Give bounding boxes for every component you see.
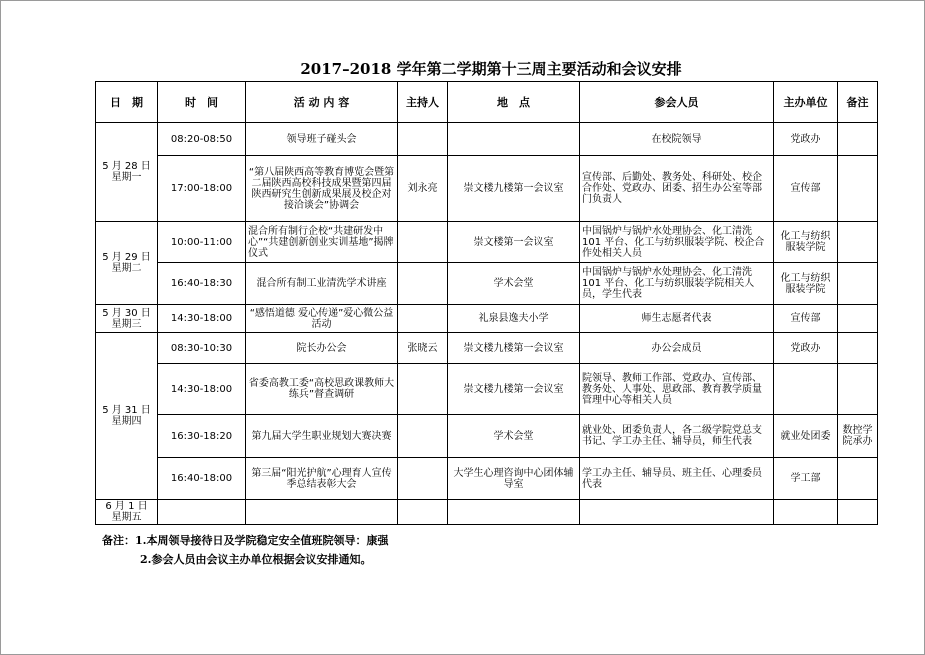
empty-cell	[158, 500, 246, 525]
weekday-label: 星期四	[111, 416, 142, 427]
time-cell: 14:30-18:00	[158, 364, 246, 415]
header-organizer: 主办单位	[774, 82, 838, 123]
host-cell	[398, 263, 448, 305]
time-cell: 14:30-18:00	[158, 305, 246, 333]
date-label: 5 月 28 日	[102, 161, 151, 172]
participants-cell: 学工办主任、辅导员、班主任、心理委员代表	[580, 458, 774, 500]
location-cell: 学术会堂	[448, 415, 580, 458]
remark-cell: 数控学院承办	[838, 415, 878, 458]
header-remark: 备注	[838, 82, 878, 123]
empty-cell	[774, 500, 838, 525]
host-cell	[398, 222, 448, 263]
table-row	[96, 305, 878, 333]
time-cell: 08:30-10:30	[158, 333, 246, 364]
table-row	[96, 263, 878, 305]
participants-cell: 师生志愿者代表	[580, 305, 774, 333]
table-row	[96, 156, 878, 222]
host-cell	[398, 123, 448, 156]
date-cell	[96, 123, 158, 222]
host-cell	[398, 415, 448, 458]
organizer-cell: 就业处团委	[774, 415, 838, 458]
participants-cell: 院领导、教师工作部、党政办、宣传部、教务处、人事处、思政部、教育教学质量管理中心等相关人员	[580, 364, 774, 415]
table-row	[96, 333, 878, 364]
organizer-cell	[774, 364, 838, 415]
location-cell: 崇文楼第一会议室	[448, 222, 580, 263]
table-row	[96, 415, 878, 458]
location-cell	[448, 123, 580, 156]
remark-cell	[838, 222, 878, 263]
table-row	[96, 222, 878, 263]
organizer-cell: 学工部	[774, 458, 838, 500]
table-row	[96, 500, 878, 525]
header-date: 日 期	[96, 82, 158, 123]
empty-cell	[580, 500, 774, 525]
time-cell: 16:30-18:20	[158, 415, 246, 458]
content-cell: 领导班子碰头会	[246, 123, 398, 156]
header-row	[96, 82, 878, 123]
date-label: 5 月 31 日	[102, 405, 151, 416]
host-cell	[398, 305, 448, 333]
location-cell: 崇文楼九楼第一会议室	[448, 364, 580, 415]
header-time: 时 间	[158, 82, 246, 123]
location-cell: 礼泉县逸夫小学	[448, 305, 580, 333]
remark-cell	[838, 458, 878, 500]
content-cell: 第九届大学生职业规划大赛决赛	[246, 415, 398, 458]
content-cell: “感悟道德 爱心传递”爱心微公益活动	[246, 305, 398, 333]
remark-cell	[838, 305, 878, 333]
remark-cell	[838, 364, 878, 415]
content-cell: “第八届陕西高等教育博览会暨第二届陕西高校科技成果暨第四届陕西研究生创新成果展及校企对接洽谈会”协调会	[246, 156, 398, 222]
table-row	[96, 123, 878, 156]
note-line: 备注：1.本周领导接待日及学院稳定安全值班院领导：康强	[102, 534, 389, 547]
remark-cell	[838, 333, 878, 364]
time-cell: 10:00-11:00	[158, 222, 246, 263]
date-cell	[96, 333, 158, 500]
host-cell	[398, 458, 448, 500]
page-title: 2017–2018 学年第二学期第十三周主要活动和会议安排	[300, 60, 682, 78]
notes	[102, 531, 388, 569]
location-cell: 崇文楼九楼第一会议室	[448, 156, 580, 222]
time-cell: 17:00-18:00	[158, 156, 246, 222]
host-cell	[398, 364, 448, 415]
table-row	[96, 364, 878, 415]
empty-cell	[838, 500, 878, 525]
organizer-cell: 化工与纺织服装学院	[774, 222, 838, 263]
weekday-label: 星期三	[111, 318, 142, 330]
weekday-label: 星期一	[111, 172, 142, 183]
header-participants: 参会人员	[580, 82, 774, 123]
date-label: 6 月 1 日	[105, 501, 148, 512]
empty-cell	[448, 500, 580, 525]
remark-cell	[838, 123, 878, 156]
content-cell: 混合所有制工业清洗学术讲座	[246, 263, 398, 305]
table-row	[96, 458, 878, 500]
content-cell: 第三届“阳光护航”心理育人宣传季总结表彰大会	[246, 458, 398, 500]
host-cell: 张晓云	[398, 333, 448, 364]
empty-cell	[246, 500, 398, 525]
weekday-label: 星期五	[111, 512, 142, 523]
organizer-cell: 党政办	[774, 333, 838, 364]
remark-cell	[838, 263, 878, 305]
content-cell: 省委高教工委“高校思政课教师大练兵”督查调研	[246, 364, 398, 415]
header-content: 活 动 内 容	[246, 82, 398, 123]
content-cell: 院长办公会	[246, 333, 398, 364]
time-cell: 08:20-08:50	[158, 123, 246, 156]
header-host: 主持人	[398, 82, 448, 123]
participants-cell: 宣传部、后勤处、教务处、科研处、校企合作处、党政办、团委、招生办公室等部门负责人	[580, 156, 774, 222]
note-line: 2.参会人员由会议主办单位根据会议安排通知。	[140, 553, 372, 566]
participants-cell: 中国锅炉与锅炉水处理协会、化工清洗 101 平台、化工与纺织服装学院、校企合作处相关人员	[580, 222, 774, 263]
organizer-cell: 化工与纺织服装学院	[774, 263, 838, 305]
date-label: 5 月 30 日	[102, 307, 151, 319]
schedule-table	[95, 81, 878, 525]
date-label: 5 月 29 日	[102, 252, 151, 263]
content-cell: 混合所有制行企校“共建研发中心”“共建创新创业实训基地”揭牌仪式	[246, 222, 398, 263]
organizer-cell: 党政办	[774, 123, 838, 156]
host-cell: 刘永亮	[398, 156, 448, 222]
date-cell	[96, 305, 158, 333]
header-location: 地 点	[448, 82, 580, 123]
date-cell	[96, 222, 158, 305]
weekday-label: 星期二	[111, 263, 142, 274]
time-cell: 16:40-18:00	[158, 458, 246, 500]
participants-cell: 在校院领导	[580, 123, 774, 156]
date-cell	[96, 500, 158, 525]
empty-cell	[398, 500, 448, 525]
time-cell: 16:40-18:30	[158, 263, 246, 305]
organizer-cell: 宣传部	[774, 305, 838, 333]
participants-cell: 办公会成员	[580, 333, 774, 364]
organizer-cell: 宣传部	[774, 156, 838, 222]
location-cell: 学术会堂	[448, 263, 580, 305]
remark-cell	[838, 156, 878, 222]
location-cell: 崇文楼九楼第一会议室	[448, 333, 580, 364]
location-cell: 大学生心理咨询中心团体辅导室	[448, 458, 580, 500]
participants-cell: 就业处、团委负责人，各二级学院党总支书记、学工办主任、辅导员，师生代表	[580, 415, 774, 458]
participants-cell: 中国锅炉与锅炉水处理协会、化工清洗 101 平台、化工与纺织服装学院相关人员，学生代表	[580, 263, 774, 305]
